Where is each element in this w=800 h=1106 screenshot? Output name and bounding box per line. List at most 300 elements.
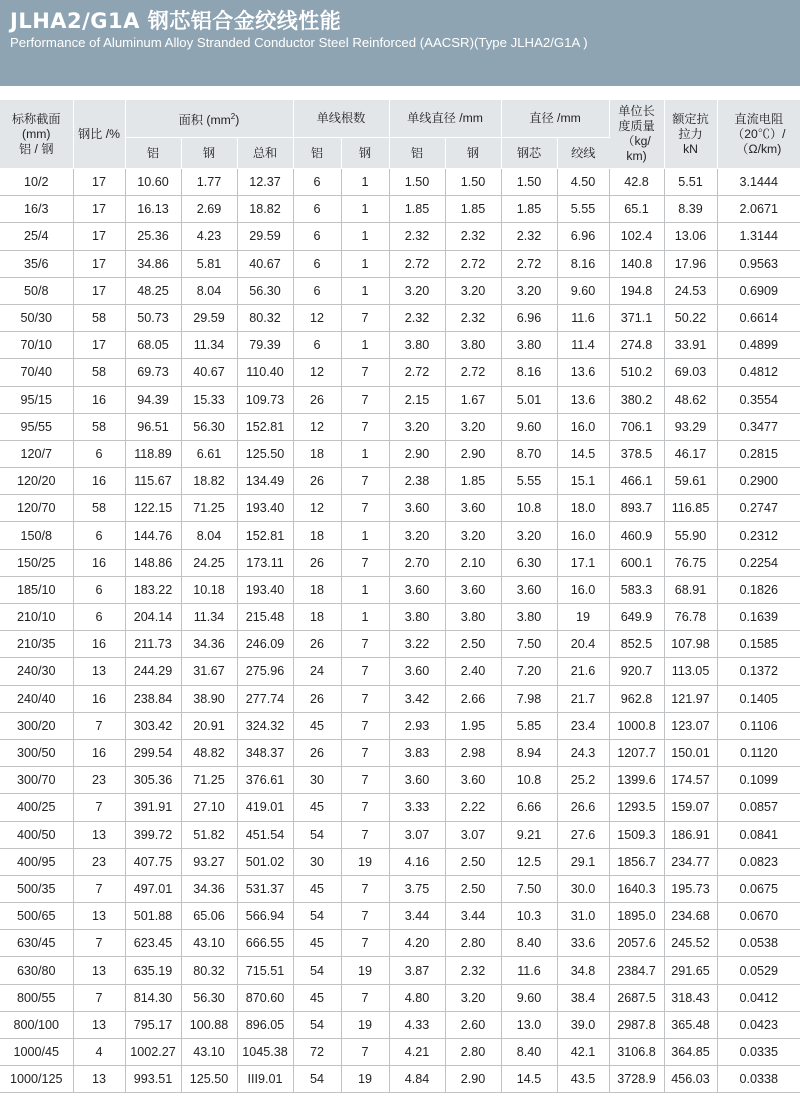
table-cell: 1509.3 [609, 821, 664, 848]
table-cell: 193.40 [237, 495, 293, 522]
table-cell: 19 [557, 604, 609, 631]
table-cell: 109.73 [237, 386, 293, 413]
table-cell: 501.02 [237, 848, 293, 875]
table-cell: 8.04 [181, 522, 237, 549]
table-cell: 852.5 [609, 631, 664, 658]
table-cell: 152.81 [237, 522, 293, 549]
table-cell: 6 [293, 332, 341, 359]
table-cell: 0.0338 [717, 1066, 800, 1093]
table-cell: 29.59 [181, 304, 237, 331]
table-cell: 1 [341, 522, 389, 549]
table-cell: 1000/45 [0, 1039, 73, 1066]
header-resistance [717, 100, 800, 169]
table-cell: 13.06 [664, 223, 717, 250]
table-cell: 1895.0 [609, 903, 664, 930]
table-cell: 12 [293, 304, 341, 331]
table-cell: 246.09 [237, 631, 293, 658]
table-cell: 13.0 [501, 1011, 557, 1038]
table-cell: 0.0670 [717, 903, 800, 930]
table-cell: 635.19 [125, 957, 181, 984]
table-row [0, 386, 800, 413]
table-cell: 45 [293, 875, 341, 902]
table-cell: 649.9 [609, 604, 664, 631]
table-cell: 50.22 [664, 304, 717, 331]
table-cell: 150/8 [0, 522, 73, 549]
table-cell: 376.61 [237, 767, 293, 794]
table-cell: 11.4 [557, 332, 609, 359]
table-row [0, 1066, 800, 1093]
table-cell: 3.20 [445, 984, 501, 1011]
table-cell: 120/70 [0, 495, 73, 522]
table-cell: 14.5 [501, 1066, 557, 1093]
table-cell: 3.80 [445, 332, 501, 359]
table-cell: 125.50 [237, 440, 293, 467]
table-row [0, 739, 800, 766]
table-cell: 7 [341, 984, 389, 1011]
table-cell: 1 [341, 223, 389, 250]
table-cell: 3728.9 [609, 1066, 664, 1093]
table-cell: 7 [341, 930, 389, 957]
table-cell: 14.5 [557, 440, 609, 467]
table-cell: 100.88 [181, 1011, 237, 1038]
table-cell: 13 [73, 957, 125, 984]
table-cell: 2.32 [501, 223, 557, 250]
table-cell: 5.55 [501, 468, 557, 495]
table-cell: 26 [293, 631, 341, 658]
table-cell: 148.86 [125, 549, 181, 576]
table-cell: 40.67 [181, 359, 237, 386]
page-subtitle: Performance of Aluminum Alloy Stranded Conductor Steel Reinforced (AACSR)(Type JLHA2/G1A ) [10, 35, 588, 50]
table-cell: 6.96 [501, 304, 557, 331]
table-cell: 7 [341, 767, 389, 794]
table-row [0, 631, 800, 658]
table-cell: 150/25 [0, 549, 73, 576]
table-cell: 5.85 [501, 712, 557, 739]
table-cell: 318.43 [664, 984, 717, 1011]
table-cell: 1640.3 [609, 875, 664, 902]
table-cell: 193.40 [237, 576, 293, 603]
table-cell: 4.84 [389, 1066, 445, 1093]
table-cell: 25.2 [557, 767, 609, 794]
table-cell: 8.39 [664, 196, 717, 223]
table-cell: 69.73 [125, 359, 181, 386]
table-cell: 299.54 [125, 739, 181, 766]
table-cell: 531.37 [237, 875, 293, 902]
table-cell: 407.75 [125, 848, 181, 875]
table-cell: 0.1120 [717, 739, 800, 766]
table-cell: 7.50 [501, 631, 557, 658]
table-cell: 0.0823 [717, 848, 800, 875]
table-cell: 501.88 [125, 903, 181, 930]
table-cell: 0.9563 [717, 250, 800, 277]
table-cell: 15.33 [181, 386, 237, 413]
table-cell: 630/80 [0, 957, 73, 984]
table-cell: 2.50 [445, 875, 501, 902]
table-cell: 240/40 [0, 685, 73, 712]
table-cell: 7 [341, 903, 389, 930]
header-section-line3: 铝 / 钢 [18, 141, 54, 156]
table-cell: 56.30 [237, 277, 293, 304]
table-cell: 15.1 [557, 468, 609, 495]
table-cell: 7 [73, 930, 125, 957]
table-cell: 0.3554 [717, 386, 800, 413]
table-cell: 291.65 [664, 957, 717, 984]
table-cell: 7.50 [501, 875, 557, 902]
table-row [0, 223, 800, 250]
table-cell: 71.25 [181, 767, 237, 794]
table-cell: 9.60 [501, 413, 557, 440]
table-cell: 1.77 [181, 169, 237, 196]
table-cell: 3.07 [445, 821, 501, 848]
table-cell: 0.0335 [717, 1039, 800, 1066]
table-cell: 1.67 [445, 386, 501, 413]
table-cell: 1.50 [389, 169, 445, 196]
table-cell: 23 [73, 767, 125, 794]
table-cell: 56.30 [181, 413, 237, 440]
table-cell: 65.1 [609, 196, 664, 223]
table-cell: 43.10 [181, 930, 237, 957]
page-title: JLHA2/G1A 钢芯铝合金绞线性能 [10, 9, 342, 33]
table-cell: 6.61 [181, 440, 237, 467]
table-row [0, 658, 800, 685]
table-cell: 27.10 [181, 794, 237, 821]
table-cell: 120/7 [0, 440, 73, 467]
table-cell: 24 [293, 658, 341, 685]
table-cell: 497.01 [125, 875, 181, 902]
table-cell: 2.0671 [717, 196, 800, 223]
table-cell: 0.0423 [717, 1011, 800, 1038]
table-cell: 2.60 [445, 1011, 501, 1038]
table-cell: 0.1099 [717, 767, 800, 794]
table-cell: 566.94 [237, 903, 293, 930]
table-cell: 10/2 [0, 169, 73, 196]
table-cell: 3.75 [389, 875, 445, 902]
table-cell: 2.10 [445, 549, 501, 576]
table-cell: 3.80 [445, 604, 501, 631]
table-cell: 2.72 [445, 250, 501, 277]
table-cell: 1.50 [501, 169, 557, 196]
table-cell: 210/10 [0, 604, 73, 631]
header-area: 面积 $(mm^2)$ [125, 100, 293, 138]
table-cell: 400/25 [0, 794, 73, 821]
table-cell: 76.78 [664, 604, 717, 631]
table-cell: 24.3 [557, 739, 609, 766]
table-cell: 30 [293, 767, 341, 794]
header-wire-steel: 钢 [445, 138, 501, 169]
table-cell: 93.29 [664, 413, 717, 440]
table-cell: 3.60 [389, 576, 445, 603]
table-cell: 0.2900 [717, 468, 800, 495]
table-cell: 8.94 [501, 739, 557, 766]
table-cell: 34.86 [125, 250, 181, 277]
header-strands-al: 铝 [293, 138, 341, 169]
header-area-total: 总和 [237, 138, 293, 169]
table-cell: 58 [73, 413, 125, 440]
table-cell: 150.01 [664, 739, 717, 766]
table-cell: 3.80 [501, 604, 557, 631]
table-cell: 6.30 [501, 549, 557, 576]
table-cell: 16.0 [557, 522, 609, 549]
table-row [0, 549, 800, 576]
table-cell: 71.25 [181, 495, 237, 522]
table-cell: 174.57 [664, 767, 717, 794]
table-row [0, 848, 800, 875]
table-cell: 16/3 [0, 196, 73, 223]
table-cell: 920.7 [609, 658, 664, 685]
header-strength-line1: 额定抗 [672, 111, 709, 126]
table-cell: 583.3 [609, 576, 664, 603]
table-cell: 2.98 [445, 739, 501, 766]
table-cell: 20.4 [557, 631, 609, 658]
table-cell: 2.32 [445, 304, 501, 331]
table-cell: 18 [293, 440, 341, 467]
table-cell: 183.22 [125, 576, 181, 603]
table-cell: 3.22 [389, 631, 445, 658]
table-cell: 17 [73, 250, 125, 277]
table-cell: 25/4 [0, 223, 73, 250]
table-cell: 11.34 [181, 332, 237, 359]
header-wire-diameter: 单线直径 /mm [389, 100, 501, 138]
table-cell: 7 [73, 984, 125, 1011]
table-cell: 400/50 [0, 821, 73, 848]
table-cell: 324.32 [237, 712, 293, 739]
table-cell: 3.1444 [717, 169, 800, 196]
header-area-steel: 钢 [181, 138, 237, 169]
table-cell: 600.1 [609, 549, 664, 576]
table-cell: 3.60 [445, 767, 501, 794]
table-cell: 17.1 [557, 549, 609, 576]
table-cell: 2.90 [445, 1066, 501, 1093]
table-row [0, 821, 800, 848]
table-cell: 194.8 [609, 277, 664, 304]
table-row [0, 359, 800, 386]
table-cell: 12.37 [237, 169, 293, 196]
table-cell: 18 [293, 604, 341, 631]
table-cell: 68.05 [125, 332, 181, 359]
table-cell: 21.6 [557, 658, 609, 685]
table-cell: 1 [341, 440, 389, 467]
header-mass-line1: 单位长 [618, 104, 655, 118]
table-cell: 1399.6 [609, 767, 664, 794]
table-cell: 45 [293, 794, 341, 821]
table-row [0, 169, 800, 196]
table-cell: 8.40 [501, 1039, 557, 1066]
header-dia-conductor: 绞线 [557, 138, 609, 169]
table-cell: 4.80 [389, 984, 445, 1011]
table-cell: 1.50 [445, 169, 501, 196]
table-cell: 2.22 [445, 794, 501, 821]
table-cell: 3.60 [389, 767, 445, 794]
table-cell: 3.60 [445, 495, 501, 522]
table-cell: 2.32 [445, 223, 501, 250]
table-cell: 18.82 [237, 196, 293, 223]
table-cell: 50/8 [0, 277, 73, 304]
table-cell: 5.51 [664, 169, 717, 196]
header-wire-al: 铝 [389, 138, 445, 169]
table-cell: 29.59 [237, 223, 293, 250]
table-cell: 34.36 [181, 875, 237, 902]
table-row [0, 767, 800, 794]
table-cell: 0.0841 [717, 821, 800, 848]
table-cell: 204.14 [125, 604, 181, 631]
table-cell: 29.1 [557, 848, 609, 875]
table-cell: 54 [293, 1066, 341, 1093]
table-cell: 10.18 [181, 576, 237, 603]
table-cell: 1000.8 [609, 712, 664, 739]
table-cell: 4.16 [389, 848, 445, 875]
table-cell: 706.1 [609, 413, 664, 440]
table-cell: 2.50 [445, 848, 501, 875]
table-cell: 118.89 [125, 440, 181, 467]
table-cell: 1 [341, 277, 389, 304]
table-cell: 3.20 [389, 277, 445, 304]
table-cell: 7 [341, 685, 389, 712]
table-cell: 8.70 [501, 440, 557, 467]
table-cell: 115.67 [125, 468, 181, 495]
table-cell: 7 [341, 413, 389, 440]
table-cell: 399.72 [125, 821, 181, 848]
header-mass-line4: km) [626, 149, 647, 163]
table-cell: 16 [73, 685, 125, 712]
table-cell: 56.30 [181, 984, 237, 1011]
table-cell: 234.68 [664, 903, 717, 930]
table-cell: 26.6 [557, 794, 609, 821]
table-cell: 16 [73, 631, 125, 658]
table-cell: 94.39 [125, 386, 181, 413]
table-cell: 7 [341, 495, 389, 522]
table-cell: 274.8 [609, 332, 664, 359]
table-cell: 3.20 [445, 277, 501, 304]
table-cell: 391.91 [125, 794, 181, 821]
table-cell: 1.85 [445, 468, 501, 495]
table-cell: 0.6909 [717, 277, 800, 304]
table-cell: 1.3144 [717, 223, 800, 250]
table-cell: 0.0675 [717, 875, 800, 902]
table-cell: 348.37 [237, 739, 293, 766]
table-cell: 10.60 [125, 169, 181, 196]
table-cell: 6 [293, 196, 341, 223]
table-cell: 17.96 [664, 250, 717, 277]
table-cell: 43.10 [181, 1039, 237, 1066]
header-resistance-line3: （Ω/km) [736, 141, 782, 156]
table-cell: 2.40 [445, 658, 501, 685]
table-cell: 134.49 [237, 468, 293, 495]
header-strength-line2: 拉力 [678, 126, 703, 141]
table-cell: 45 [293, 984, 341, 1011]
table-cell: 113.05 [664, 658, 717, 685]
table-cell: 16.13 [125, 196, 181, 223]
table-cell: 116.85 [664, 495, 717, 522]
table-cell: 0.1826 [717, 576, 800, 603]
table-cell: 0.3477 [717, 413, 800, 440]
table-cell: 50.73 [125, 304, 181, 331]
table-cell: 4.21 [389, 1039, 445, 1066]
table-cell: 19 [341, 848, 389, 875]
table-cell: 18 [293, 576, 341, 603]
table-cell: 1045.38 [237, 1039, 293, 1066]
table-cell: 2.90 [445, 440, 501, 467]
table-cell: 0.6614 [717, 304, 800, 331]
table-cell: 7 [73, 794, 125, 821]
table-cell: 2.72 [501, 250, 557, 277]
table-cell: 9.21 [501, 821, 557, 848]
table-cell: 2.72 [389, 359, 445, 386]
table-cell: 460.9 [609, 522, 664, 549]
table-cell: 0.0412 [717, 984, 800, 1011]
table-cell: 11.6 [501, 957, 557, 984]
table-row [0, 468, 800, 495]
table-cell: 79.39 [237, 332, 293, 359]
table-cell: 3.80 [389, 332, 445, 359]
table-cell: 70/10 [0, 332, 73, 359]
table-cell: 10.8 [501, 495, 557, 522]
table-cell: 16 [73, 386, 125, 413]
table-cell: 2.70 [389, 549, 445, 576]
table-cell: 303.42 [125, 712, 181, 739]
table-cell: 7 [341, 549, 389, 576]
table-cell: 3106.8 [609, 1039, 664, 1066]
table-cell: 1 [341, 576, 389, 603]
table-cell: 2384.7 [609, 957, 664, 984]
table-cell: 630/45 [0, 930, 73, 957]
table-cell: 0.1106 [717, 712, 800, 739]
table-cell: 9.60 [557, 277, 609, 304]
table-cell: 451.54 [237, 821, 293, 848]
table-cell: 33.6 [557, 930, 609, 957]
table-cell: 800/100 [0, 1011, 73, 1038]
table-row [0, 304, 800, 331]
table-cell: 2.38 [389, 468, 445, 495]
table-cell: 3.87 [389, 957, 445, 984]
header-section-line1: 标称截面 [11, 111, 61, 126]
table-cell: 1 [341, 604, 389, 631]
table-cell: 1.95 [445, 712, 501, 739]
table-cell: 13 [73, 821, 125, 848]
table-cell: 8.04 [181, 277, 237, 304]
header-mass [609, 100, 664, 169]
table-row [0, 440, 800, 467]
table-cell: 0.0857 [717, 794, 800, 821]
table-cell: 25.36 [125, 223, 181, 250]
table-cell: 54 [293, 821, 341, 848]
table-cell: 12 [293, 359, 341, 386]
table-cell: 33.91 [664, 332, 717, 359]
table-cell: 51.82 [181, 821, 237, 848]
table-cell: 0.2815 [717, 440, 800, 467]
table-cell: 31.67 [181, 658, 237, 685]
table-cell: 715.51 [237, 957, 293, 984]
table-cell: 1 [341, 169, 389, 196]
table-cell: 419.01 [237, 794, 293, 821]
table-cell: 800/55 [0, 984, 73, 1011]
header-strands-steel: 钢 [341, 138, 389, 169]
table-cell: 1 [341, 332, 389, 359]
table-cell: 300/50 [0, 739, 73, 766]
table-cell: 4.33 [389, 1011, 445, 1038]
table-cell: 13 [73, 1066, 125, 1093]
table-cell: 2987.8 [609, 1011, 664, 1038]
table-cell: 6 [293, 277, 341, 304]
table-cell: 795.17 [125, 1011, 181, 1038]
table-cell: 12.5 [501, 848, 557, 875]
table-cell: 58 [73, 359, 125, 386]
table-cell: 7.98 [501, 685, 557, 712]
table-cell: 1.85 [445, 196, 501, 223]
table-cell: 45 [293, 712, 341, 739]
table-cell: 814.30 [125, 984, 181, 1011]
table-cell: 26 [293, 468, 341, 495]
table-cell: 144.76 [125, 522, 181, 549]
